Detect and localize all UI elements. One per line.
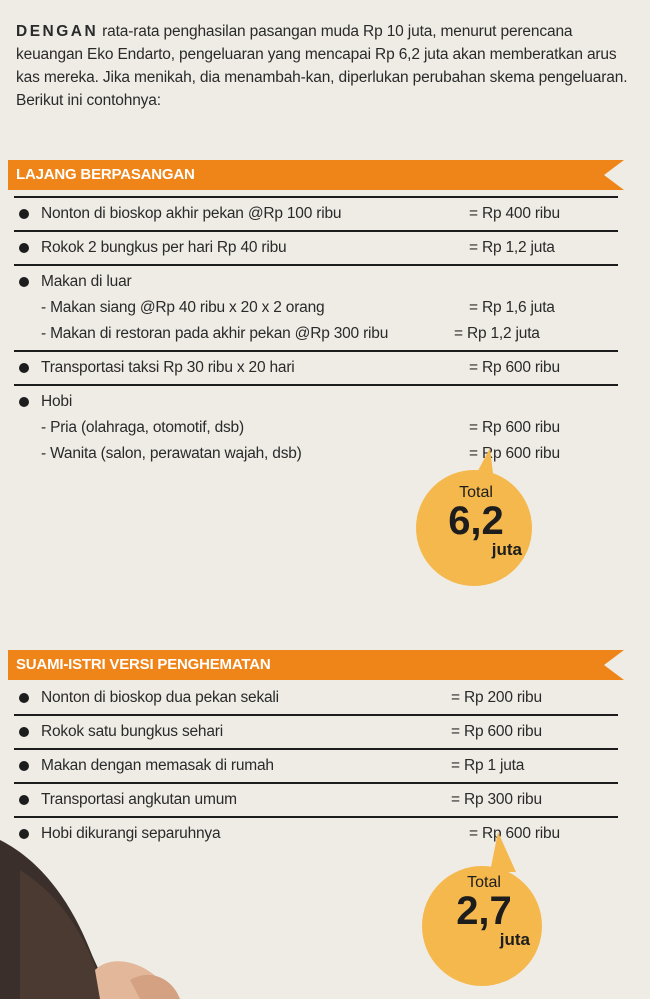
total-number: 6,2 [448,499,504,543]
row-value: = Rp 600 ribu [469,825,560,842]
bullet-icon [19,243,29,253]
table-row [14,264,618,350]
sub-row-value: = Rp 600 ribu [469,419,560,436]
row-label: Nonton di bioskop dua pekan sekali [41,689,279,706]
total-label: Total [467,874,501,891]
bullet-icon [19,397,29,407]
section2-table [14,682,618,850]
table-row [14,350,618,384]
section2-header [8,650,624,680]
bullet-icon [19,761,29,771]
sub-row-value: = Rp 600 ribu [469,445,560,462]
sub-row-label: - Makan siang @Rp 40 ribu x 20 x 2 orang [41,299,325,316]
total-number: 2,7 [456,889,512,933]
sub-row-label: - Pria (olahraga, otomotif, dsb) [41,419,244,436]
row-label: Hobi dikurangi separuhnya [41,825,221,842]
row-value: = Rp 600 ribu [469,359,560,376]
table-row [14,682,618,714]
row-value: = Rp 1 juta [451,757,525,774]
intro-lead: DENGAN [16,23,99,40]
bullet-icon [19,693,29,703]
bullet-icon [19,209,29,219]
bullet-icon [19,277,29,287]
row-value: = Rp 1,2 juta [469,239,555,256]
section1-header [8,160,624,190]
sub-row-label: - Wanita (salon, perawatan wajah, dsb) [41,445,302,462]
row-value: = Rp 300 ribu [451,791,542,808]
table-row [14,782,618,816]
bullet-icon [19,795,29,805]
row-label: Rokok 2 bungkus per hari Rp 40 ribu [41,239,287,256]
bullet-icon [19,829,29,839]
row-label: Hobi [41,393,73,410]
row-value: = Rp 600 ribu [451,723,542,740]
bullet-icon [19,727,29,737]
section1-title: LAJANG BERPASANGAN [16,166,195,183]
total-bubble-1 [410,448,540,588]
row-label: Makan di luar [41,273,132,290]
table-row [14,230,618,264]
row-label: Transportasi angkutan umum [41,791,237,808]
sub-row-label: - Makan di restoran pada akhir pekan @Rp 300 ribu [41,325,389,342]
row-label: Transportasi taksi Rp 30 ribu x 20 hari [41,359,295,376]
section2-title: SUAMI-ISTRI VERSI PENGHEMATAN [16,656,271,673]
intro-paragraph [16,20,628,112]
row-label: Nonton di bioskop akhir pekan @Rp 100 ribu [41,205,342,222]
total-bubble-2 [420,832,550,992]
section1-table [14,196,618,470]
total-unit: juta [499,930,530,949]
table-row [14,748,618,782]
total-unit: juta [491,540,522,559]
bullet-icon [19,363,29,373]
table-row [14,196,618,230]
sub-row-value: = Rp 1,2 juta [454,325,540,342]
table-row [14,714,618,748]
total-label: Total [459,484,493,501]
person-photo [0,840,240,999]
row-value: = Rp 400 ribu [469,205,560,222]
row-label: Rokok satu bungkus sehari [41,723,223,740]
row-value: = Rp 200 ribu [451,689,542,706]
intro-text: rata-rata penghasilan pasangan muda Rp 10 juta, menurut perencana keuangan Eko Endarto, pengeluaran yang mencapai Rp 6,2 juta akan memberatkan arus kas mereka. Jika menikah, dia menambah-kan, diperlukan perubahan skema pengeluaran. Berikut ini contohnya: [16,23,628,109]
sub-row-value: = Rp 1,6 juta [469,299,555,316]
row-label: Makan dengan memasak di rumah [41,757,274,774]
